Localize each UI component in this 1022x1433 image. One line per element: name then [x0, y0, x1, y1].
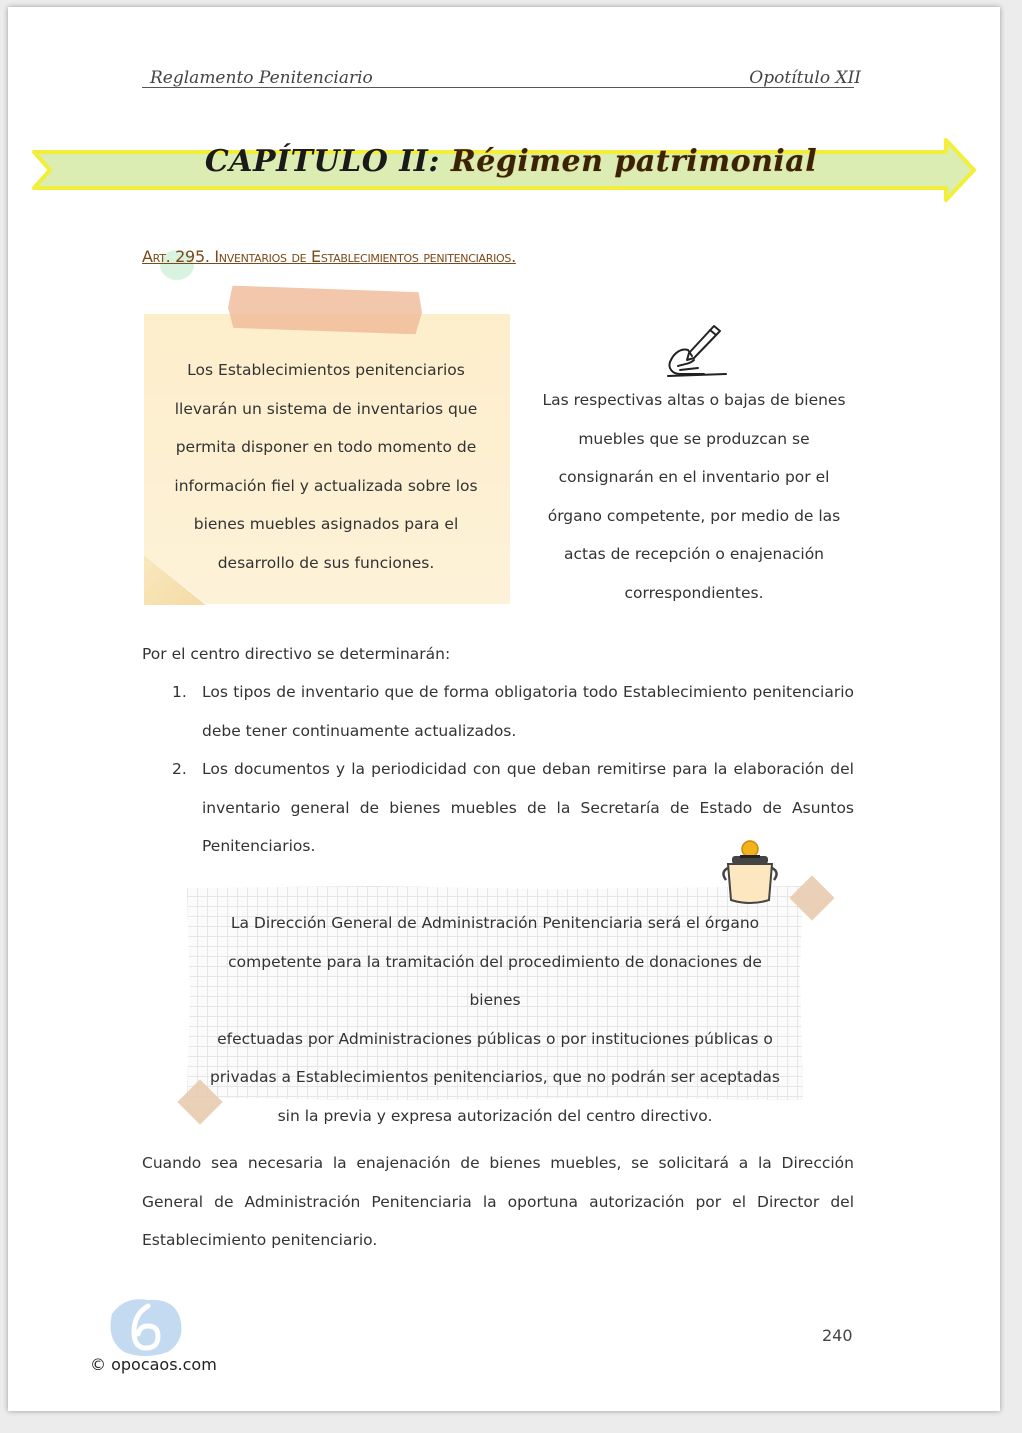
chapter-subtitle: Régimen patrimonial [450, 144, 818, 179]
grid-line: La Dirección General de Administración Penitenciaria será el órgano [230, 914, 760, 932]
header-right: Opotítulo XII [749, 68, 861, 88]
donation-jar-icon [718, 838, 782, 908]
article-heading: Art. 295. Inventarios de Establecimientos penitenciarios. [142, 247, 516, 266]
right-line: Las respectivas altas o bajas de bienes [542, 391, 846, 409]
list-text: Los documentos y la periodicidad con que deban remitirse para la elaboración del inventario general de bienes muebles de la Secretaría de Estado de Asuntos Penitenciarios. [202, 760, 854, 855]
opocaos-logo-icon [104, 1294, 186, 1360]
grid-note-text [205, 904, 785, 1135]
closing-paragraph: Cuando sea necesaria la enajenación de bienes muebles, se solicitará a la Dirección General de Administración Penitenciaria la oportuna autorización por el Director del Establecimiento penitenciario. [142, 1154, 854, 1249]
chapter-title [0, 144, 1022, 179]
grid-line: privadas a Establecimientos penitenciarios, que no podrán ser aceptadas [209, 1068, 781, 1086]
right-line: muebles que se produzcan se [578, 429, 810, 448]
chapter-label: CAPÍTULO II: [204, 144, 440, 179]
note-line: desarrollo de sus funciones. [217, 553, 435, 572]
note-line: información fiel y actualizada sobre los [174, 476, 478, 495]
grid-line: sin la previa y expresa autorización del centro directivo. [277, 1106, 713, 1125]
right-line: órgano competente, por medio de las [547, 506, 841, 525]
header-left: Reglamento Penitenciario [150, 68, 373, 88]
page-number: 240 [822, 1326, 853, 1345]
grid-line: efectuadas por Administraciones públicas o por instituciones públicas o [217, 1029, 773, 1048]
list-number: 2. [172, 760, 187, 778]
note-line: llevarán un sistema de inventarios que [174, 399, 478, 418]
right-line: consignarán en el inventario por el [558, 468, 830, 486]
copyright-text: © opocaos.com [90, 1355, 217, 1374]
list-number: 1. [172, 683, 187, 701]
right-column-text [534, 381, 854, 612]
note-line: bienes muebles asignados para el [193, 515, 459, 533]
grid-line: competente para la tramitación del procedimiento de donaciones de bienes [228, 952, 762, 1009]
list-text: Los tipos de inventario que de forma obligatoria todo Establecimiento penitenciario debe tener continuamente actualizados. [202, 683, 854, 740]
list-item [172, 673, 854, 750]
note-line: permita disponer en todo momento de [175, 438, 477, 456]
header-rule [142, 87, 854, 88]
writing-hand-icon [664, 322, 730, 380]
note-line: Los Establecimientos penitenciarios [187, 361, 465, 379]
right-line: actas de recepción o enajenación [564, 545, 824, 563]
right-line: correspondientes. [624, 583, 764, 602]
intro-text: Por el centro directivo se determinarán: [142, 645, 451, 663]
tape-strip [227, 285, 422, 334]
sticky-note-text [168, 351, 484, 582]
